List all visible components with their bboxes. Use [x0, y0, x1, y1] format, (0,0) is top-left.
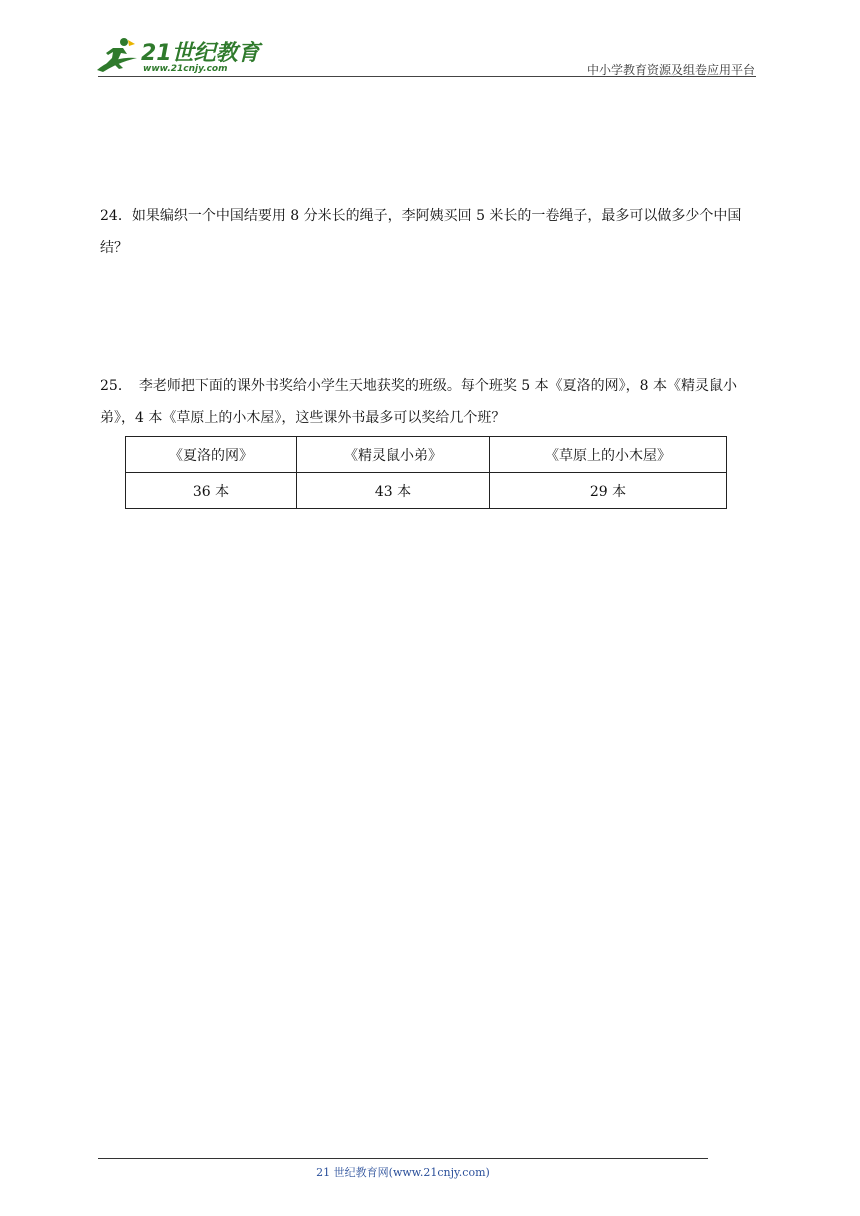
table-header-cell: 《夏洛的网》	[126, 437, 297, 473]
table-cell: 29 本	[490, 473, 727, 509]
logo-url: www.21cnjy.com	[143, 64, 228, 74]
runner-logo-icon	[93, 36, 141, 76]
question-25: 25． 李老师把下面的课外书奖给小学生天地获奖的班级。每个班奖 5 本《夏洛的网》，8 本《精灵鼠小弟》，4 本《草原上的小木屋》，这些课外书最多可以奖给几个班？	[100, 378, 737, 426]
page-header	[0, 0, 860, 80]
platform-title: 中小学教育资源及组卷应用平台	[586, 63, 755, 77]
question-24: 24．如果编织一个中国结要用 8 分米长的绳子，李阿姨买回 5 米长的一卷绳子，最多可以做多少个中国结？	[100, 208, 742, 256]
table-header-cell: 《精灵鼠小弟》	[297, 437, 490, 473]
site-logo[interactable]	[93, 36, 263, 78]
table-cell: 43 本	[297, 473, 490, 509]
footer-link[interactable]: 21 世纪教育网(www.21cnjy.com)	[316, 1166, 490, 1179]
table-row	[126, 473, 727, 509]
table-cell: 36 本	[126, 473, 297, 509]
book-table	[125, 436, 727, 509]
footer-divider	[98, 1158, 708, 1159]
logo-text: 21世纪教育	[141, 41, 260, 66]
table-header-row	[126, 437, 727, 473]
header-divider	[98, 76, 756, 77]
table-header-cell: 《草原上的小木屋》	[490, 437, 727, 473]
